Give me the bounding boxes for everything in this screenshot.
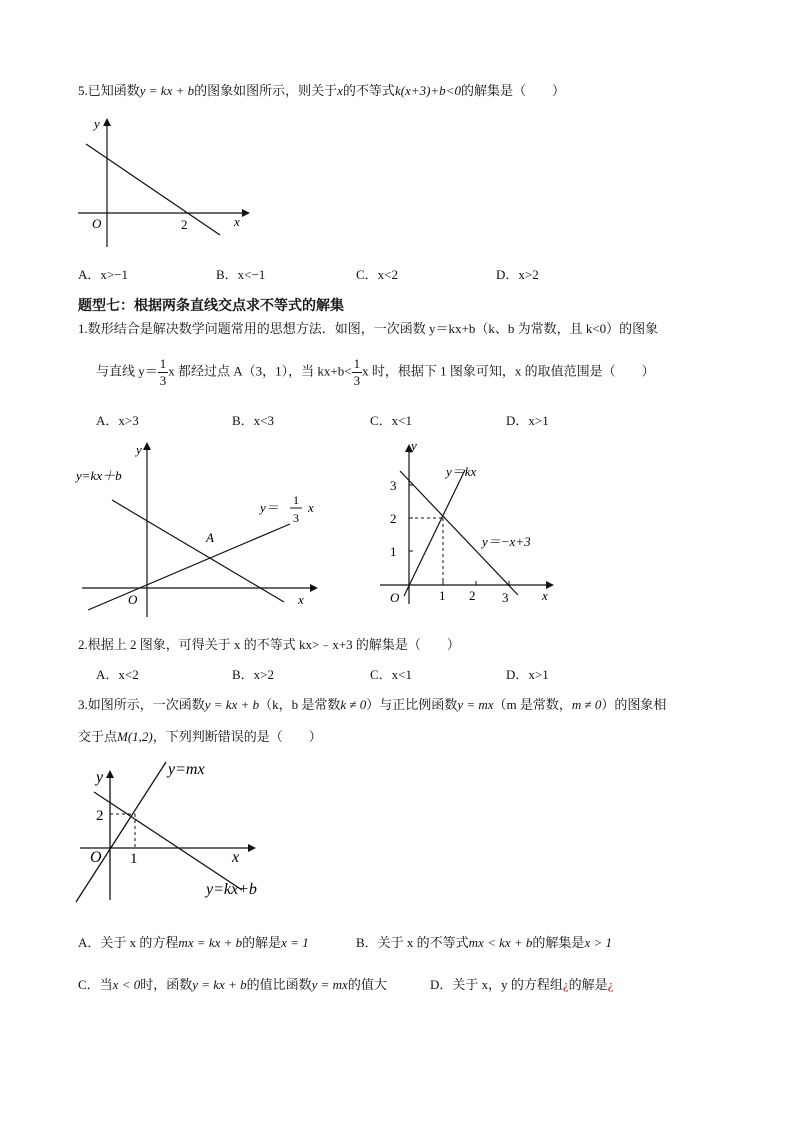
q3-option-b[interactable] xyxy=(356,932,612,951)
q3-opt-d-text: D．关于 x，y 的方程组 xyxy=(430,977,563,992)
q3-cond2: m ≠ 0 xyxy=(571,697,602,712)
q3-option-c[interactable] xyxy=(78,974,387,993)
g1-point-a: A xyxy=(206,530,214,545)
q3-opt-a-text2: 的解是 xyxy=(242,935,282,950)
q3-text-f: 交于点 xyxy=(78,729,118,744)
q3-opt-a-sol: x = 1 xyxy=(281,935,309,950)
q3-tick-1: 1 xyxy=(130,851,138,867)
q3-graph xyxy=(72,758,282,908)
g1-line2-prefix: y＝ xyxy=(260,500,279,515)
q1-text-b: x 都经过点 A（3，1），当 kx+b< xyxy=(168,363,352,379)
q3-opt-b-sol: x > 1 xyxy=(584,935,612,950)
g1-axis-x: x xyxy=(298,592,304,607)
q3-opt-a-text: A．关于 x 的方程 xyxy=(78,935,179,950)
g2-line1-label: y＝kx xyxy=(446,464,477,479)
q1-frac-num-2: 1 xyxy=(353,356,361,371)
q5-text3: 的不等式 xyxy=(342,83,395,98)
q5-option-d[interactable]: D．x>2 xyxy=(496,267,539,282)
q1-line1: 1.数形结合是解决数学问题常用的思想方法．如图，一次函数 y＝kx+b（k、b 为常数，且 k<0）的图象 xyxy=(78,321,659,336)
q3-line2 xyxy=(78,726,322,745)
q1-graph-1 xyxy=(72,432,324,620)
q3-opt-b-text: B．关于 x 的不等式 xyxy=(356,935,469,950)
q5-option-c[interactable]: C．x<2 xyxy=(356,267,399,282)
q3-text-d: （m 是常数， xyxy=(493,697,572,712)
q3-opt-d-broken-glyph: ¿ xyxy=(562,977,569,992)
q3-option-a[interactable] xyxy=(78,932,309,951)
q3-axis-y: y xyxy=(96,769,104,786)
q1-graph-2 xyxy=(370,436,560,608)
q3-option-d[interactable] xyxy=(430,974,613,993)
q5-func: y = kx + b xyxy=(139,83,195,98)
q1-text-a: 与直线 y＝ xyxy=(96,363,158,379)
q3-opt-d-text2: 的解是 xyxy=(568,977,608,992)
q3-f1: y = kx + b xyxy=(204,697,260,712)
q3-axis-x: x xyxy=(232,849,240,866)
q5-axis-x: x xyxy=(234,214,240,229)
q3-opt-c-f1: y = kx + b xyxy=(192,977,247,992)
q3-text-a: 3.如图所示，一次函数 xyxy=(78,697,205,712)
q5-graph xyxy=(70,112,260,252)
g2-ytick-1: 1 xyxy=(390,544,397,559)
q2-option-d[interactable]: D．x>1 xyxy=(506,667,549,682)
q1-fraction-2 xyxy=(352,356,363,389)
q1-frac-den: 3 xyxy=(159,373,167,388)
q3-tick-2: 2 xyxy=(96,808,104,824)
q3-cond1: k ≠ 0 xyxy=(340,697,367,712)
section-heading: 题型七：根据两条直线交点求不等式的解集 xyxy=(78,297,344,313)
g2-xtick-1: 1 xyxy=(439,588,446,603)
g2-axis-x: x xyxy=(542,588,548,603)
q3-f2: y = mx xyxy=(457,697,494,712)
q3-origin: O xyxy=(90,849,102,866)
q3-opt-d-broken-glyph-2: ¿ xyxy=(607,977,614,992)
q3-opt-b-text2: 的解集是 xyxy=(532,935,585,950)
q1-frac-den-2: 3 xyxy=(353,373,361,388)
q5-var: x xyxy=(337,83,343,98)
q3-point: M(1,2) xyxy=(117,729,153,744)
q1-frac-num: 1 xyxy=(159,356,167,371)
q3-label-mx: y=mx xyxy=(168,761,205,778)
q3-text-e: ）的图象相 xyxy=(601,697,667,712)
q5-text2: 的图象如图所示，则关于 xyxy=(194,83,338,98)
q3-line1 xyxy=(78,694,666,713)
q1-text-c: x 时，根据下 1 图象可知，x 的取值范围是（ ） xyxy=(362,363,655,379)
g2-origin: O xyxy=(390,590,400,605)
g1-line2-x: x xyxy=(308,500,314,515)
q2-option-c[interactable]: C．x<1 xyxy=(370,667,413,682)
q3-opt-c-text4: 的值大 xyxy=(347,977,387,992)
g1-line1-label: y=kx＋b xyxy=(76,468,122,483)
g2-line2-label: y＝−x+3 xyxy=(482,534,531,549)
q3-opt-c-text3: 的值比函数 xyxy=(246,977,312,992)
q2-option-b[interactable]: B．x>2 xyxy=(232,667,275,682)
q3-opt-c-cond: x < 0 xyxy=(112,977,141,992)
g2-xtick-2: 2 xyxy=(469,588,476,603)
q3-text-b: （k，b 是常数 xyxy=(259,697,341,712)
q5-text: 5.已知函数 xyxy=(78,83,140,98)
g2-ytick-2: 2 xyxy=(390,511,397,526)
q5-origin: O xyxy=(92,216,102,231)
q5-ineq: k(x+3)+b<0 xyxy=(394,83,461,98)
q1-option-b[interactable]: B．x<3 xyxy=(232,413,275,428)
g1-origin: O xyxy=(128,592,138,607)
q5-option-b[interactable]: B．x<−1 xyxy=(216,267,266,282)
q5-tick-2: 2 xyxy=(181,217,188,232)
q1-option-d[interactable]: D．x>1 xyxy=(506,413,549,428)
q1-line2 xyxy=(96,356,655,389)
q1-option-a[interactable]: A．x>3 xyxy=(96,413,139,428)
g2-ytick-3: 3 xyxy=(390,478,397,493)
g2-xtick-3: 3 xyxy=(502,590,509,605)
g1-axis-y: y xyxy=(136,442,142,457)
q1-fraction-1 xyxy=(158,356,169,389)
q3-text-c: ）与正比例函数 xyxy=(366,697,458,712)
q3-opt-c-text2: 时，函数 xyxy=(140,977,193,992)
g1-frac-num: 1 xyxy=(293,493,299,507)
g2-axis-y: y xyxy=(411,438,417,453)
q2-stem: 2.根据上 2 图象，可得关于 x 的不等式 kx>﹣x+3 的解集是（ ） xyxy=(78,637,460,652)
q3-text-g: ，下列判断错误的是（ ） xyxy=(152,729,322,744)
q5-option-a[interactable]: A．x>−1 xyxy=(78,267,129,282)
q1-option-c[interactable]: C．x<1 xyxy=(370,413,413,428)
q3-opt-b-eq: mx < kx + b xyxy=(468,935,533,950)
q3-opt-a-eq: mx = kx + b xyxy=(178,935,243,950)
q3-opt-c-f2: y = mx xyxy=(311,977,348,992)
q5-stem xyxy=(78,80,565,99)
q3-label-kxb: y=kx+b xyxy=(206,881,257,898)
q2-option-a[interactable]: A．x<2 xyxy=(96,667,139,682)
q5-text4: 的解集是（ ） xyxy=(460,83,565,98)
q5-axis-y: y xyxy=(94,116,100,131)
g1-frac-den: 3 xyxy=(293,511,299,525)
q3-opt-c-text: C．当 xyxy=(78,977,113,992)
